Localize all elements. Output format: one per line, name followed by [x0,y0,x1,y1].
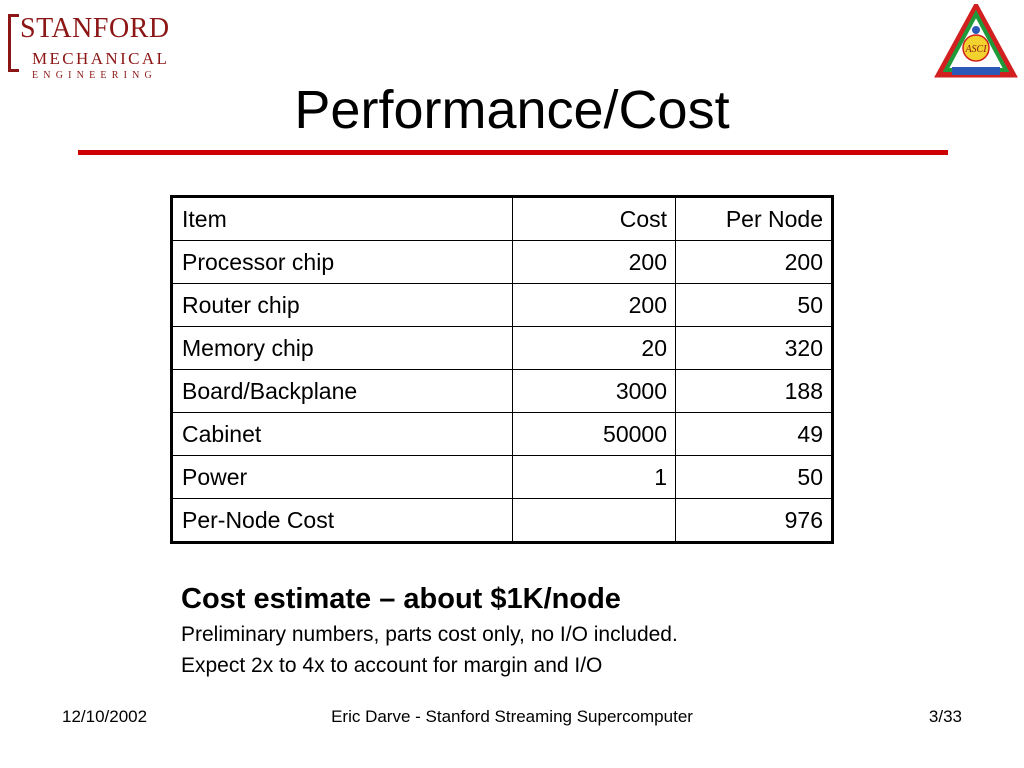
cell-cost: 200 [513,284,676,327]
cell-item: Cabinet [172,413,513,456]
footer-date: 12/10/2002 [62,707,148,726]
table-total-row [172,499,833,543]
cell-item: Per-Node Cost [172,499,513,543]
header-cell-cost: Cost [513,197,676,241]
asci-logo-text: ASCI [965,44,987,55]
note-line-preliminary: Preliminary numbers, parts cost only, no I/O included. [181,623,678,646]
footer-author-title: Eric Darve - Stanford Streaming Supercomputer [331,707,693,726]
slide-title: Performance/Cost [294,80,730,140]
header-cell-per-node: Per Node [676,197,833,241]
table-row [172,241,833,284]
performance-cost-table [170,195,834,544]
header-cell-item: Item [172,197,513,241]
cost-estimate-heading: Cost estimate – about $1K/node [181,583,621,615]
cell-item: Board/Backplane [172,370,513,413]
cell-cost: 20 [513,327,676,370]
cell-item: Memory chip [172,327,513,370]
cell-per-node: 200 [676,241,833,284]
footer-page-number: 3/33 [928,707,962,726]
cell-item: Power [172,456,513,499]
cell-per-node: 50 [676,456,833,499]
cell-cost: 50000 [513,413,676,456]
cell-per-node: 320 [676,327,833,370]
cell-per-node: 188 [676,370,833,413]
table-row [172,456,833,499]
logo-stanford-text: STANFORD [20,13,170,44]
logo-bracket-mark [8,14,19,72]
stanford-mechanical-engineering-logo [6,12,170,82]
cell-item: Processor chip [172,241,513,284]
cell-per-node: 49 [676,413,833,456]
table-row [172,327,833,370]
note-line-expect: Expect 2x to 4x to account for margin and I/O [181,654,603,677]
table-row [172,370,833,413]
cell-cost [513,499,676,543]
asci-logo [934,4,1018,80]
title-underline-rule [78,150,948,155]
cell-cost: 3000 [513,370,676,413]
logo-engineering-text: ENGINEERING [32,70,157,81]
cell-cost: 1 [513,456,676,499]
cell-per-node: 50 [676,284,833,327]
logo-mechanical-text: MECHANICAL [32,49,170,68]
cell-per-node: 976 [676,499,833,543]
cell-item: Router chip [172,284,513,327]
asci-globe-icon [972,26,980,34]
table-header-row [172,197,833,241]
table-row [172,284,833,327]
table-row [172,413,833,456]
cell-cost: 200 [513,241,676,284]
